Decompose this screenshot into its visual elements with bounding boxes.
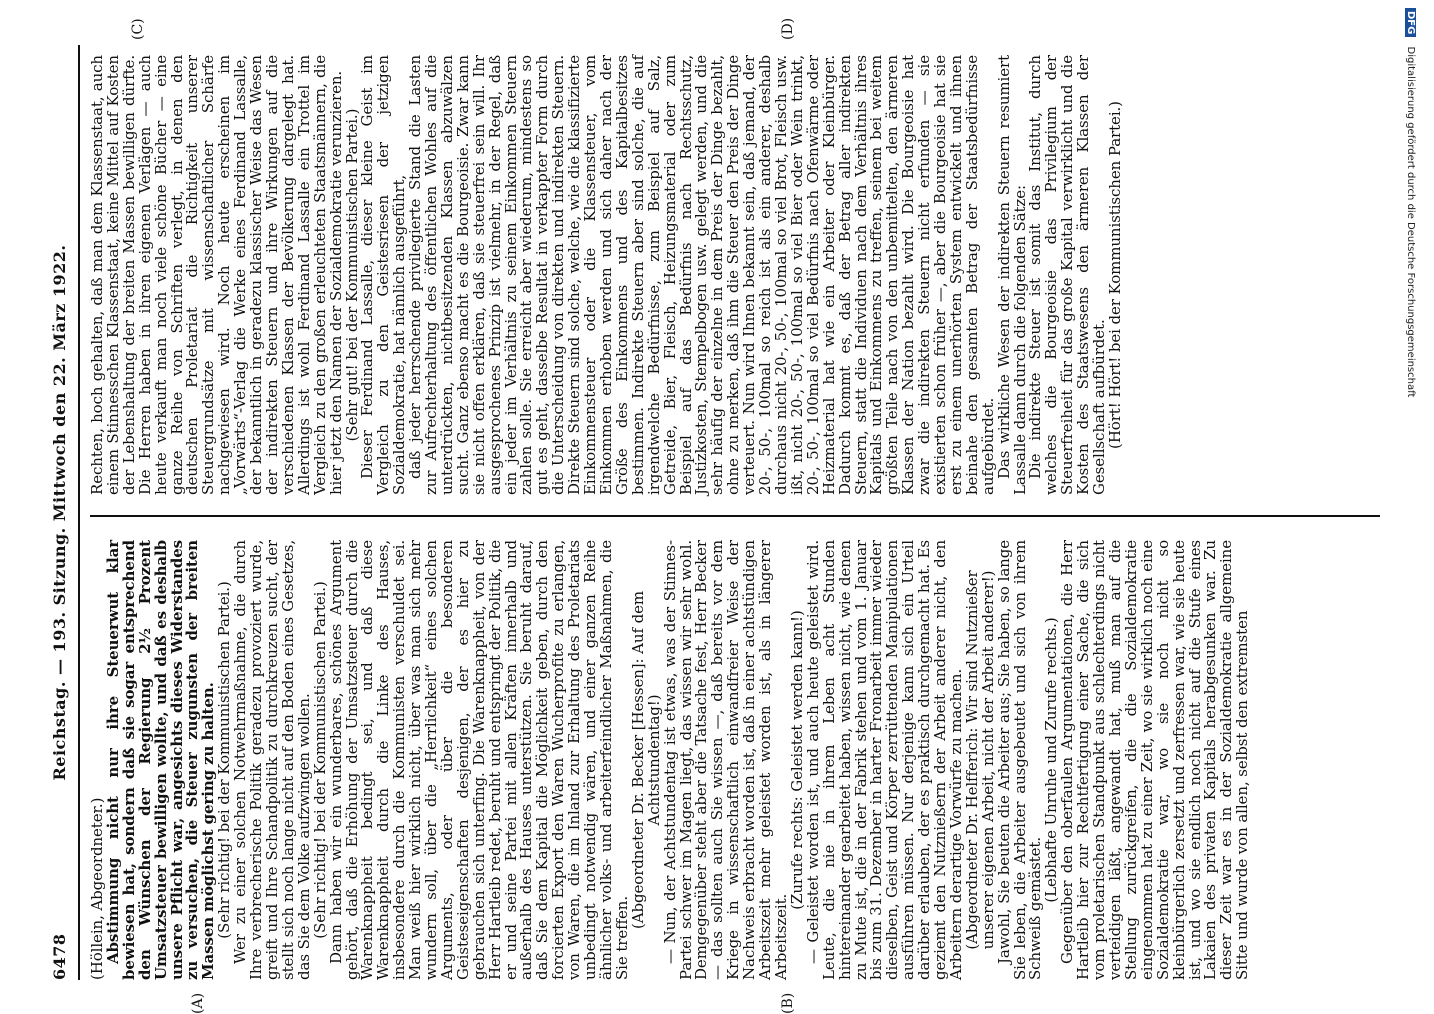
interjection: (Abgeordneter Dr. Becker [Hessen]: Auf dem Achtstundentag!) <box>628 591 663 929</box>
paragraph: — Nun, der Achtstundentag ist etwas, was der Stinnes-Partei schwer im Magen liegt, das wissen wir sehr wohl. Demgegenüber steht aber die Tatsache fest, Herr Becker — das sollten auch Sie wissen —, daß bereits vor dem Kriege in wissenschaftlich einwandfreier Weise der Nachweis erbracht worden ist, daß in einer achtstündigen Arbeitszeit mehr geleistet worden ist, als in längerer Arbeitszeit. <box>660 540 790 980</box>
quotation: daß jeder herrschende privilegierte Stand die Lasten zur Aufrechterhaltung des öffentlichen Wohles auf die unterdrückten, nichtbesitzenden Klassen abzuwälzen sucht. Ganz ebenso macht es die Bourgeoisie. Zwar kann sie nicht offen erklären, daß sie steuerfrei sein will. Ihr ausgesprochenes Prinzip ist vielmehr, in der Regel, daß ein jeder im Verhältnis zu seinem Einkommen Steuern zahlen solle. Sie erreicht aber wiederum, mindestens so gut es geht, dasselbe Resultat in verkappter Form durch die Unterscheidung von direkten und indirekten Steuern. Direkte Steuern sind solche, welche, wie die klassifizierte Einkommensteuer oder die Klassensteuer, vom Einkommen erhoben werden und sich daher nach der Größe des Einkommens und des Kapitalbesitzes bestimmen. Indirekte Steuern aber sind solche, die auf irgendwelche Bedürfnisse, zum Beispiel auf Salz, Getreide, Bier, Fleisch, Heizungsmaterial oder zum Beispiel auf das Bedürfnis nach Rechtsschutz, Justizkosten, Stempelbogen usw. gelegt werden, und die sehr häufig der einzelne in dem Preis der Dinge bezahlt, ohne zu merken, daß ihm die Steuer den Preis der Dinge verteuert. Nun wird Ihnen bekannt sein, daß jemand, der 20-, 50-, 100mal so reich ist als ein anderer, deshalb durchaus nicht 20-, 50-, 100mal so viel Brot, Fleisch usw. ißt, nicht 20-, 50-, 100mal so viel Bier oder Wein trinkt, 20-, 50-, 100mal so viel Bedürfnis nach Ofenwärme oder Heizmaterial hat wie ein Arbeiter oder Kleinbürger. Dadurch kommt es, daß der Betrag aller indirekten Steuern, statt die Individuen nach dem Verhältnis ihres Kapitals und Einkommens zu treffen, seinem bei weitem größten Teile nach von den unbemittelten, den ärmeren Klassen der Nation bezahlt wird. Die Bourgeoisie hat zwar die indirekten Steuern nicht erfunden — sie existierten schon früher —, aber die Bourgeoisie hat sie erst zu einem unerhörten System entwickelt und ihnen beinahe den gesamten Betrag der Staatsbedürfnisse aufgebürdet. <box>406 55 997 495</box>
margin-mark-d: (D) <box>780 17 796 40</box>
running-title: Reichstag. — 193. Sitzung. Mittwoch den 22. März 1922. <box>50 244 69 781</box>
speaker-line: (Höllein, Abgeordneter.) <box>88 797 106 980</box>
paragraph: Dann haben wir ein wunderbares, schönes Argument gehört, daß die Erhöhung der Umsatzsteuer durch die Warenknappheit bedingt sei, und daß diese Warenknappheit durch die Linke des Hauses, insbesondere durch die Kommunisten verschuldet sei. Man weiß hier wirklich nicht, über was man sich mehr wundern soll, über die „Herrlichkeit“ eines solchen Arguments, oder über die besonderen Geisteseigenschaften desjenigen, der es hier zu gebrauchen sich unterfing. Die Warenknappheit, von der Herr Hartleib redet, beruht und entspringt der Politik, die er und seine Partei mit allen Kräften innerhalb und außerhalb des Hauses unterstützen. Sie beruht darauf, daß Sie dem Kapital die Möglichkeit geben, durch den forcierten Export den Waren Wucherprofite zu erlangen, von Waren, die im Inland zur Erhaltung des Proletariats unbedingt notwendig wären, und einer ganzen Reihe ähnlicher volks- und arbeiterfeindlicher Maßnahmen, die Sie treffen. <box>326 540 631 980</box>
margin-mark-c: (C) <box>130 18 146 40</box>
interjection: (Abgeordneter Dr. Helfferich: Wir sind Nutznießer unserer eigenen Arbeit, nicht der Arbeit anderer!) <box>962 570 997 950</box>
dfg-logo: DFG <box>1405 8 1416 37</box>
right-column <box>90 55 1370 495</box>
running-head <box>50 45 72 980</box>
interjection: (Zurufe rechts: Geleistet werden kann!) <box>787 610 806 910</box>
paragraph: Rechten, hoch gehalten, daß man dem Klassenstaat, auch einem Stinnesschen Klassenstaat, keine Mittel auf Kosten der Lebenshaltung der breiten Massen bewilligen dürfte. Die Herren haben in ihren eigenen Verlägen — auch heute verkauft man noch viele schöne Bücher — eine ganze Reihe von Schriften verlegt, in denen den deutschen Proletariat die Richtigkeit unserer Steuergrundsätze mit wissenschaftlicher Schärfe nachgewiesen wird. Noch heute erscheinen im „Vorwärts“-Verlag die Werke eines Ferdinand Lassalle, der bekanntlich in geradezu klassischer Weise das Wesen der indirekten Steuern und ihre Wirkungen auf die verschiedenen Klassen der Bevölkerung dargelegt hat. Allerdings ist wohl Ferdinand Lassalle ein Trottel im Vergleich zu den großen erleuchteten Staatsmännern, die hier jetzt den Namen der Sozialdemokratie verunzieren. <box>88 55 345 495</box>
interjection: (Sehr richtig! bei der Kommunistischen Partei.) <box>215 581 234 939</box>
paragraph: Gegenüber den oberfaulen Argumentationen, die Herr Hartleib hier zur Rechtfertigung einer Sache, die sich vom proletarischen Standpunkt aus schlechterdings nicht verteidigen läßt, angewandt hat, muß man auf die Stellung zurückgreifen, die die Sozialdemokratie eingenommen hat zu einer Zeit, wo sie wirklich noch eine Sozialdemokratie war, wo sie noch nicht so kleinbürgerlich zersetzt und zerfressen war, wie sie heute ist, und wo sie endlich noch nicht auf die Stufe eines Lakaien des privaten Kapitals herabgesunken war. Zu dieser Zeit war es in der Sozialdemokratie allgemeine Sitte und wurde von allen, selbst den extremsten <box>1058 540 1252 980</box>
left-column <box>90 540 1370 980</box>
paragraph: Das wirkliche Wesen der indirekten Steuern resumiert Lassalle dann durch die folgenden Sätze: <box>994 55 1029 495</box>
paragraph: Dieser Ferdinand Lassalle, dieser kleine Geist im Vergleich zu den Geistesriesen der jetzigen Sozialdemokratie, hat nämlich ausgeführt, <box>358 55 409 495</box>
interjection: (Sehr richtig! bei der Kommunistischen Partei.) <box>310 581 329 939</box>
paragraph: Wer zu einer solchen Notwehrmaßnahme, die durch Ihre verbrecherische Politik geradezu provoziert wurde, greift und Ihre Schandpolitik zu durchkreuzen sucht, der stellt sich noch lange nicht auf den Boden eines Gesetzes, das Sie dem Volke aufzwingen wollen. <box>231 540 313 980</box>
paragraph: Abstimmung nicht nur ihre Steuerwut klar bewiesen hat, sondern daß sie sogar entsprechend den Wünschen der Regierung 2½ Prozent Umsatzsteuer bewilligen wollte, und daß es deshalb unsere Pflicht war, angesichts dieses Widerstandes zu versuchen, die Steuer zugunsten der breiten Massen möglichst gering zu halten. <box>103 540 218 980</box>
header-rule <box>78 45 80 980</box>
interjection: (Lebhafte Unruhe und Zurufe rechts.) <box>1042 617 1061 903</box>
paragraph: — Geleistet worden ist, und auch heute geleistet wird. Leute, die nie in ihrem Leben acht Stunden hintereinander gearbeitet haben, wissen nicht, wie denen zu Mute ist, die in der Fabrik stehen und vom 1. Januar bis zum 31. Dezember in harter Fronarbeit immer wieder dieselben, Geist und Körper zerrüttenden Manipulationen ausführen müssen. Nur derjenige kann sich ein Urteil darüber erlauben, der es praktisch durchgemacht hat. Es geziemt den Nutznießern der Arbeit anderer nicht, den Arbeitern derartige Vorwürfe zu machen. <box>803 540 965 980</box>
page-number: 6478 <box>50 933 69 980</box>
interjection: (Hört! Hört! bei der Kommunistischen Partei.) <box>1106 101 1124 449</box>
column-divider <box>90 515 1380 517</box>
quotation: Die indirekte Steuer ist somit das Institut, durch welches die Bourgeoisie das Privilegium der Steuerfreiheit für das große Kapital verwirklicht und die Kosten des Staatswesens den ärmeren Klassen der Gesellschaft aufbürdet. <box>1026 55 1109 495</box>
credit-text: Digitalisierung gefördert durch die Deutsche Forschungsgemeinschaft <box>1405 46 1416 398</box>
paragraph: Jawohl, Sie beuten die Arbeiter aus; Sie haben, so lange Sie leben, die Arbeiter ausgebeutet und sich von ihrem Schweiß gemästet. <box>994 540 1045 980</box>
margin-mark-b: (B) <box>780 992 796 1014</box>
margin-mark-a: (A) <box>190 992 206 1014</box>
rotated-page <box>50 17 1410 1014</box>
digitization-credit <box>1402 8 1416 993</box>
interjection: (Sehr gut! bei der Kommunistischen Partei.) <box>342 108 361 442</box>
